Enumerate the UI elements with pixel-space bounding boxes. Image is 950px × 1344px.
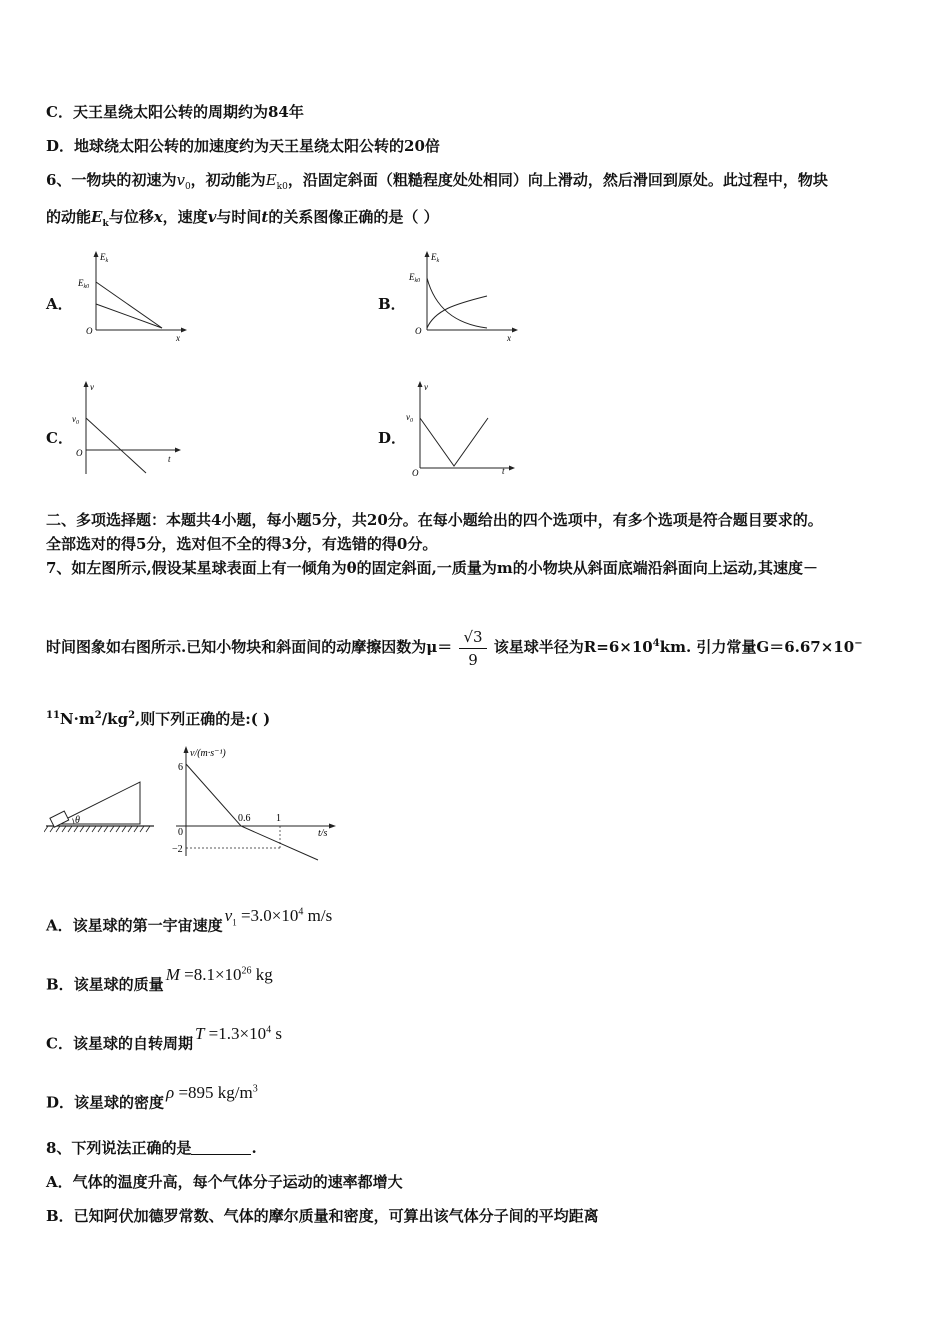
- svg-text:v: v: [90, 382, 94, 392]
- svg-text:1: 1: [276, 813, 281, 824]
- svg-text:v0: $v_0$: [406, 412, 413, 424]
- q7-option-d: D．该星球的密度ρ =895 $kg/m^3$: [46, 1082, 258, 1112]
- svg-text:θ: θ: [75, 815, 80, 826]
- q6-graph-c: [70, 378, 185, 478]
- section2-heading-line1: 二、多项选择题：本题共4小题，每小题5分，共20分。在每小题给出的四个选项中，有多个选项是符合题目要求的。: [46, 511, 823, 529]
- svg-text:v: v: [424, 382, 428, 392]
- q6-stem-line1: 6、一物块的初速为$v_0$，初动能为$E_{k0}$，沿固定斜面（粗糙程度处处相同）向上滑动，然后滑回到原处。此过程中，物块: [46, 171, 828, 192]
- svg-text:t: t: [168, 454, 171, 464]
- svg-text:t/s: t/s: [318, 828, 328, 839]
- answer-blank: [191, 1138, 251, 1155]
- q7-vt-graph: [168, 744, 338, 862]
- q5-option-c: C．天王星绕太阳公转的周期约为84年: [46, 103, 304, 121]
- svg-text:v0: $v_0$: [72, 414, 79, 426]
- svg-text:t: t: [502, 466, 505, 476]
- svg-text:0.6: 0.6: [238, 813, 251, 824]
- svg-text:O: O: [415, 326, 422, 336]
- svg-text:x: x: [507, 333, 511, 343]
- q7-incline-figure: [44, 776, 156, 838]
- q6-option-c-label: C．: [46, 429, 73, 447]
- svg-text:x: x: [176, 333, 180, 343]
- svg-text:0: 0: [178, 827, 183, 838]
- q5-option-d: D．地球绕太阳公转的加速度约为天王星绕太阳公转的20倍: [46, 137, 440, 155]
- svg-text:Ek0: $E_{k0}$: [78, 278, 90, 290]
- q7-stem-line2: 时间图象如右图所示.已知小物块和斜面间的动摩擦因数为μ＝ $\frac{√3}{9}$ 该星球半径为$R=6\times 10^4km$. 引力常量G＝6.67×10−: [46, 627, 863, 669]
- svg-text:v/(m·s⁻¹): v/(m·s⁻¹): [190, 748, 226, 759]
- svg-text:O: O: [86, 326, 93, 336]
- q7-option-c: C．该星球的自转周期$T =1.3\times 10^4$ s: [46, 1023, 282, 1053]
- svg-text:−2: −2: [172, 844, 183, 855]
- svg-text:Ek0: $E_{k0}$: [409, 272, 421, 284]
- q7-stem-line3: $^{11}N\cdot m^2/kg^2$,则下列正确的是:( ): [46, 710, 271, 728]
- q7-option-b: B．该星球的质量$M =8.1\times 10^{26}$ kg: [46, 964, 273, 994]
- q8-stem: 8、下列说法正确的是 .: [46, 1139, 257, 1157]
- q6-graph-d: [404, 378, 519, 478]
- q6-option-a-label: A．: [46, 295, 73, 313]
- q8-option-a: A．气体的温度升高，每个气体分子运动的速率都增大: [46, 1173, 403, 1191]
- q7-option-a: A．该星球的第一宇宙速度$v_1 =3.0\times 10^4$ m/s: [46, 905, 333, 935]
- q6-option-b-label: B．: [378, 295, 406, 313]
- block: [50, 811, 69, 827]
- svg-text:6: 6: [178, 762, 183, 773]
- svg-text:Ek: $E_k$: [100, 252, 109, 264]
- q8-option-b: B．已知阿伏加德罗常数、气体的摩尔质量和密度，可算出该气体分子间的平均距离: [46, 1207, 599, 1225]
- svg-text:O: O: [412, 468, 419, 478]
- q6-graph-b: [405, 248, 520, 344]
- section2-heading-line2: 全部选对的得5分，选对但不全的得3分，有选错的得0分。: [46, 535, 438, 553]
- q6-stem-line2: 的动能$E_k$与位移x，速度v与时间t的关系图像正确的是（ ）: [46, 208, 439, 229]
- svg-text:O: O: [76, 448, 83, 458]
- mu-fraction: $\frac{√3}{9}$: [459, 626, 486, 671]
- q6-graph-a: [78, 248, 188, 344]
- q6-option-d-label: D．: [378, 429, 407, 447]
- svg-text:Ek: $E_k$: [431, 252, 440, 264]
- q7-stem-line1: 7、如左图所示,假设某星球表面上有一倾角为θ的固定斜面,一质量为m的小物块从斜面底端沿斜面向上运动,其速度－: [46, 559, 818, 577]
